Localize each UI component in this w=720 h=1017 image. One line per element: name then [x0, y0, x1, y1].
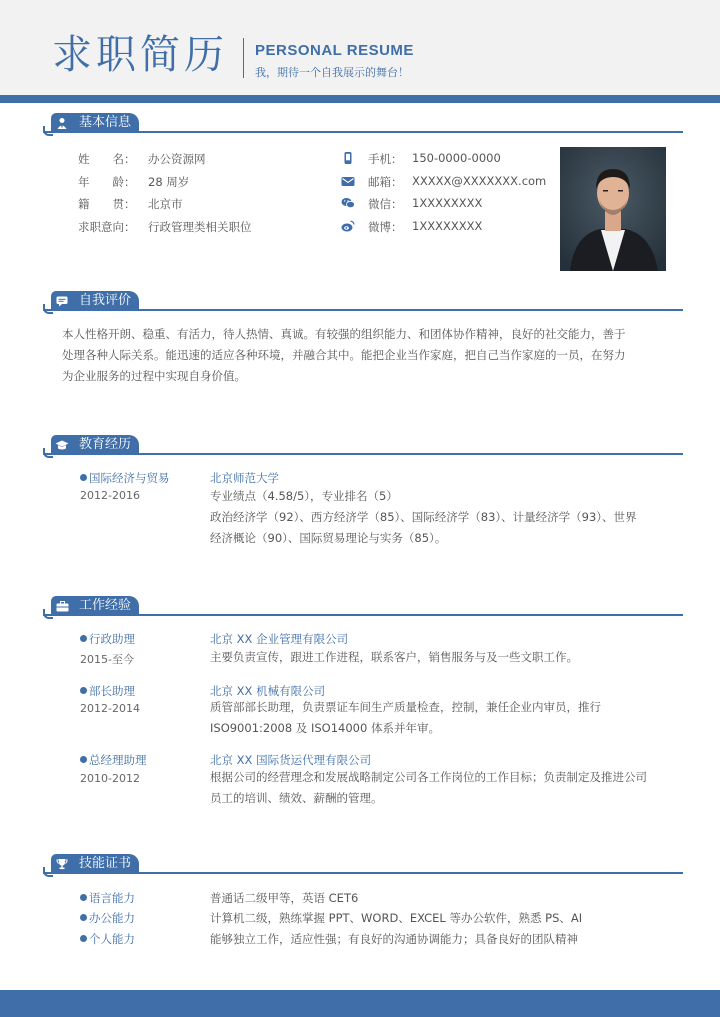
info-hometown: 籍 贯： 北京市: [78, 197, 183, 211]
section-rule: [43, 453, 683, 455]
bullet-icon: [80, 635, 87, 642]
bullet-icon: [80, 894, 87, 901]
education-details: 专业绩点（4.58/5），专业排名（5） 政治经济学（92）、西方经济学（85）、国际经济学（83）、计量经济学（93）、世界 经济概论（90）、国际贸易理论与实务（85）。: [210, 489, 637, 545]
contact-label-phone: 手机：: [368, 152, 403, 166]
section-rule: [43, 131, 683, 133]
person-icon: [51, 113, 73, 133]
job-description: 根据公司的经营理念和发展战略制定公司各工作岗位的工作目标；负责制定及推进公司 员工的培训、绩效、薪酬的管理。: [210, 770, 647, 805]
contact-email: XXXXX@XXXXXXX.com: [412, 174, 547, 188]
job-title: 部长助理: [80, 683, 135, 699]
contact-label-wechat: 微信：: [368, 197, 403, 211]
section-rule: [43, 872, 683, 874]
bullet-icon: [80, 687, 87, 694]
section-title-education: 教育经历: [73, 435, 139, 455]
section-rule: [43, 614, 683, 616]
job-title: 总经理助理: [80, 752, 147, 768]
header-band: [0, 95, 720, 103]
contact-label-weibo: 微博：: [368, 220, 403, 234]
skill-value: 普通话二级甲等，英语 CET6: [210, 891, 359, 905]
section-title-basic: 基本信息: [73, 113, 139, 133]
footer-band: [0, 990, 720, 1017]
self-evaluation: 本人性格开朗、稳重、有活力，待人热情、真诚。有较强的组织能力、和团体协作精神，良好的社交能力，善于 处理各种人际关系。能迅速的适应各种环境，并融合其中。能把企业当作家庭，把自己当作家庭的一员，在努力 为企业服务的过程中实现自身价值。: [62, 327, 626, 383]
skill-name: 语言能力: [80, 890, 135, 906]
info-age: 年 龄： 28 周岁: [78, 175, 190, 189]
education-dates: 2012-2016: [80, 489, 140, 502]
section-rule: [43, 309, 683, 311]
job-company: 北京 XX 机械有限公司: [210, 684, 326, 698]
contact-wechat: 1XXXXXXXX: [412, 196, 483, 210]
resume-title: 求职简历: [52, 32, 228, 78]
contact-weibo: 1XXXXXXXX: [412, 219, 483, 233]
trophy-icon: [51, 854, 73, 874]
resume-subtitle: PERSONAL RESUME: [255, 42, 414, 59]
education-school: 北京师范大学: [210, 471, 279, 485]
briefcase-icon: [51, 596, 73, 616]
bullet-icon: [80, 914, 87, 921]
graduation-cap-icon: [51, 435, 73, 455]
job-dates: 2010-2012: [80, 772, 140, 785]
wechat-icon: [341, 197, 355, 209]
info-objective: 求职意向： 行政管理类相关职位: [78, 220, 252, 234]
bullet-icon: [80, 474, 87, 481]
profile-photo: [560, 147, 666, 271]
job-description: 主要负责宣传，跟进工作进程，联系客户，销售服务与及一些文职工作。: [210, 650, 578, 664]
job-dates: 2015-至今: [80, 653, 134, 666]
comment-icon: [51, 291, 73, 311]
job-title: 行政助理: [80, 631, 135, 647]
bullet-icon: [80, 935, 87, 942]
phone-icon: [341, 152, 355, 164]
job-dates: 2012-2014: [80, 702, 140, 715]
job-company: 北京 XX 企业管理有限公司: [210, 632, 349, 646]
skill-value: 计算机二级，熟练掌握 PPT、WORD、EXCEL 等办公软件，熟悉 PS、AI: [210, 911, 583, 925]
info-name: 姓 名： 办公资源网: [78, 152, 206, 166]
section-title-skills: 技能证书: [73, 854, 139, 874]
contact-label-email: 邮箱：: [368, 175, 403, 189]
contact-phone: 150-0000-0000: [412, 151, 501, 165]
skill-name: 个人能力: [80, 931, 135, 947]
mail-icon: [341, 175, 355, 187]
job-company: 北京 XX 国际货运代理有限公司: [210, 753, 372, 767]
title-divider: [243, 38, 244, 78]
job-description: 质管部部长助理，负责票证车间生产质量检查，控制，兼任企业内审员，推行 ISO9001:2008 及 ISO14000 体系并年审。: [210, 700, 601, 735]
section-title-work: 工作经验: [73, 596, 139, 616]
education-major: 国际经济与贸易: [80, 470, 170, 486]
skill-value: 能够独立工作，适应性强；有良好的沟通协调能力；具备良好的团队精神: [210, 932, 578, 946]
section-title-self: 自我评价: [73, 291, 139, 311]
bullet-icon: [80, 756, 87, 763]
weibo-icon: [341, 220, 355, 232]
resume-slogan: 我，期待一个自我展示的舞台！: [255, 66, 409, 79]
skill-name: 办公能力: [80, 910, 135, 926]
